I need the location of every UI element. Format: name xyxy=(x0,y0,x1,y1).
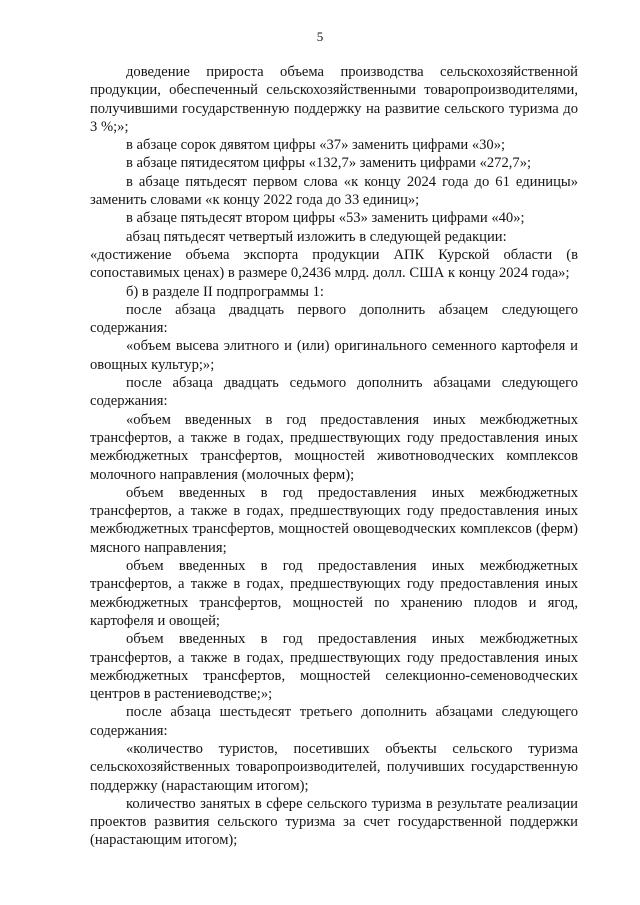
document-body xyxy=(90,63,578,850)
paragraph-7: «достижение объема экспорта продукции АПК Курской области (в сопоставимых ценах) в размере 0,2436 млрд. долл. США к концу 2024 года»; xyxy=(90,246,578,282)
paragraph-11: после абзаца двадцать седьмого дополнить абзацами следующего содержания: xyxy=(90,375,578,410)
paragraph-6: абзац пятьдесят четвертый изложить в следующей редакции: xyxy=(126,228,507,245)
paragraph-12: «объем введенных в год предоставления иных межбюджетных трансфертов, а также в годах, предшествующих году предоставления иных межбюджетных трансфертов, мощностей животноводческих комплексов молочного направления (молочных ферм); xyxy=(90,411,578,483)
paragraph-8: б) в разделе II подпрограммы 1: xyxy=(126,283,324,300)
page-number: 5 xyxy=(316,29,324,44)
paragraph-9: после абзаца двадцать первого дополнить абзацем следующего содержания: xyxy=(90,301,578,337)
paragraph-5: в абзаце пятьдесят втором цифры «53» заменить цифрами «40»; xyxy=(126,210,525,227)
paragraph-15: объем введенных в год предоставления иных межбюджетных трансфертов, а также в годах, предшествующих году предоставления иных межбюджетных трансфертов, мощностей селекционно-семеноводческих центров в растениеводстве;»; xyxy=(90,631,578,703)
paragraph-18: количество занятых в сфере сельского туризма в результате реализации проектов развития сельского туризма за счет государственной поддержки (нарастающим итогом); xyxy=(90,795,578,849)
paragraph-13: объем введенных в год предоставления иных межбюджетных трансфертов, а также в годах, предшествующих году предоставления иных межбюджетных трансфертов, мощностей овощеводческих комплексов (ферм) мясного направления; xyxy=(90,484,578,556)
paragraph-4: в абзаце пятьдесят первом слова «к концу 2024 года до 61 единицы» заменить словами «к концу 2022 года до 33 единиц»; xyxy=(90,173,578,209)
paragraph-10: «объем высева элитного и (или) оригинального семенного картофеля и овощных культур;»; xyxy=(90,338,578,373)
paragraph-3: в абзаце пятидесятом цифры «132,7» заменить цифрами «272,7»; xyxy=(126,155,532,172)
paragraph-14: объем введенных в год предоставления иных межбюджетных трансфертов, а также в годах, предшествующих году предоставления иных межбюджетных трансфертов, мощностей по хранению плодов и ягод, картофеля и овощей; xyxy=(90,558,578,629)
paragraph-1: доведение прироста объема производства сельскохозяйственной продукции, обеспеченный сельскохозяйственными товаропроизводителями, получившими государственную поддержку на развитие сельского туризма до 3 %;»; xyxy=(90,64,578,135)
paragraph-17: «количество туристов, посетивших объекты сельского туризма сельскохозяйственных товаропроизводителей, получивших государственную поддержку (нарастающим итогом); xyxy=(90,740,578,794)
paragraph-2: в абзаце сорок дявятом цифры «37» заменить цифрами «30»; xyxy=(126,137,506,154)
paragraph-16: после абзаца шестьдесят третьего дополнить абзацами следующего содержания: xyxy=(90,704,578,739)
